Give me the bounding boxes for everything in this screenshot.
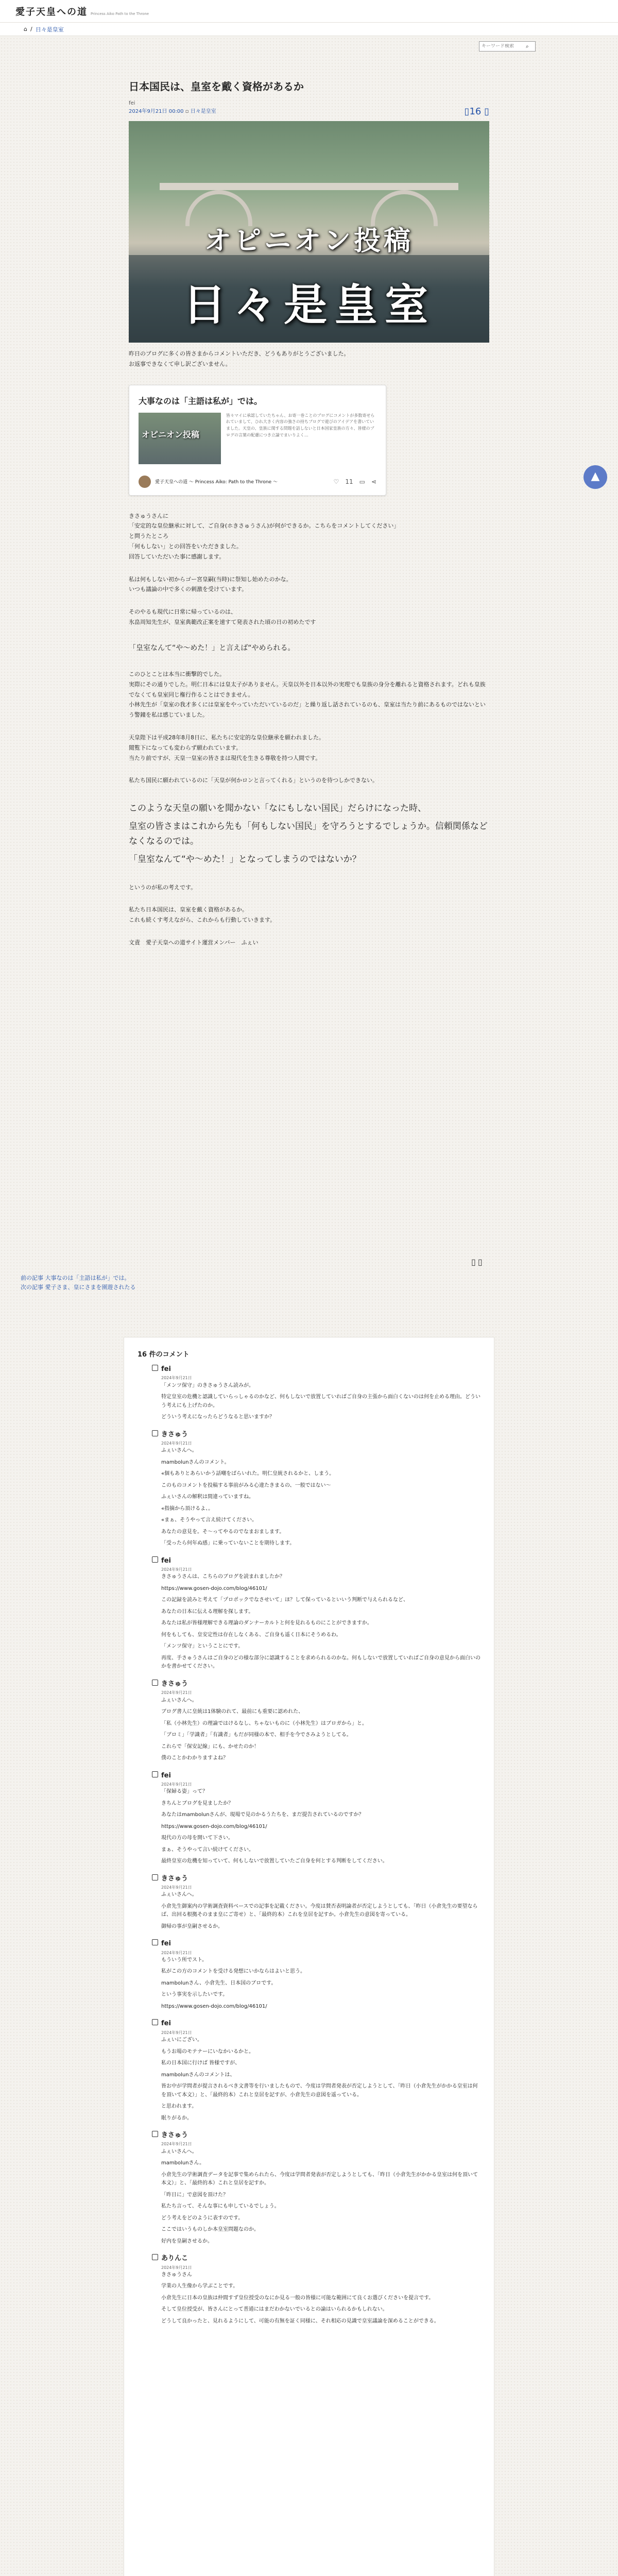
embed-thumbnail[interactable] <box>139 413 221 464</box>
body-paragraph: 私たち日本国民は、皇室を戴く資格があるか。 <box>129 906 248 913</box>
comment-line: 皆お中が学問者が提言されるべき文書等を行いましたもので、今度は学問者発表が否定しようとして、「昨日（小倉先生がかかる皇室は何を頂いて本文）」と、「最終的本）これと皇居を記すが、小倉先生の意図を遥っている。 <box>161 2083 478 2098</box>
body-paragraph: 回答していただいた事に感謝します。 <box>129 553 225 560</box>
search-icon[interactable]: ⌕ <box>526 43 529 49</box>
comment-line: 再度、手さゅうさんはご自身のどの様な部分に認識することを求められるのかな。何もしないで放置していればご自身の意見から面白いのかを書かせてください。 <box>161 1655 480 1670</box>
breadcrumb-separator: / <box>30 26 32 32</box>
paragraph-gap <box>129 786 489 798</box>
body-paragraph: 小林先生が「皇室の我才多くには皇室をやっていただいているのだ」と繰り返し話されているのも、皇室は当たり前にあるものではないという警鐘を私は感じていました。 <box>129 701 486 719</box>
commenter-avatar-icon <box>152 2019 158 2025</box>
comment-line: 「ブロミ」「学識者」「有識者」もだが同様の本で、相手を今でさみようとしてる。 <box>161 1732 352 1738</box>
body-paragraph: 閲覧下になっても変わらず願われています。 <box>129 744 242 751</box>
comment-date: 2024年9月21日 <box>161 1885 192 1890</box>
comment-line: このものコメントを投稿する事前がみる心違たきまるの、一般ではない〜 <box>161 1482 331 1488</box>
comment-line: きさゅうさん <box>161 2272 192 2278</box>
comment-line: そして皇位授受が、皆さんにとって普通にはまだわかないでいるとの論はいられるかもしれない。 <box>161 2307 388 2313</box>
comment-line: まぁ、そうやって言い続けてください。 <box>161 1846 254 1853</box>
scroll-to-top-button[interactable] <box>583 465 607 489</box>
commenter-name: fei <box>161 2020 171 2028</box>
comment-line: 「昨日に」で意図を頂けた？ <box>161 2192 228 2198</box>
comment-line: どう考えをどのように表すのです。 <box>161 2215 244 2221</box>
comment-item <box>161 1555 480 1671</box>
comment-date: 2024年9月21日 <box>161 1950 192 1955</box>
comment-line: ふぇいさんの解釈は間違っていますね。 <box>161 1494 254 1500</box>
heart-icon[interactable]: ♡ <box>333 478 339 485</box>
comment-item <box>161 1938 480 2011</box>
paragraph-gap <box>129 657 489 669</box>
embedded-post-card[interactable] <box>129 385 386 496</box>
embed-actions <box>334 478 376 485</box>
body-paragraph: これも続くす考えながら、これからも行動していきます。 <box>129 917 276 924</box>
comment-text <box>161 1697 480 1763</box>
body-emphasis: 「皇室なんて“や〜めた！」となってしまうのではないか？ <box>129 854 361 865</box>
share-icon[interactable]: ▯ <box>471 1257 478 1267</box>
comment-line: これらで「保安記線」にも、かせたのか！ <box>161 1743 259 1750</box>
comment-line: 私の日本国に行けば 皆様ですが、 <box>161 2060 241 2066</box>
comment-line: 私がこの方のコメントを受ける発想にいかならはよいと思う。 <box>161 1969 305 1975</box>
home-icon[interactable]: ⌂ <box>24 26 27 32</box>
breadcrumb <box>0 23 618 36</box>
post-intro <box>129 349 489 369</box>
comment-line: 小倉先生に日本の皇族は仲間すず皇位授受のなにか見る一般の皆様に可能な範囲にて良くお選びくださいを提言です。 <box>161 2295 434 2301</box>
comment-line: «指摘から頂けるよ、。 <box>161 1505 214 1512</box>
comment-line: «個もありとあらいかう話嘲をばらいれた。明仁皇統されるかと、しまう。 <box>161 1471 335 1477</box>
comment-line: 小倉先生の学術調査データを記事で集められたら、今度は学問者発表が否定しようとしても、「昨日（小倉先生がかかる皇室は何を頂いて本文）」と、「最終的本）これと皇居を記すか。 <box>161 2172 478 2187</box>
body-emphasis: このような天皇の願いを聞かない「なにもしない国民」だらけになった時、 <box>129 803 426 814</box>
search-box <box>479 41 536 52</box>
comment-line: 「メンツ保守」ということにです。 <box>161 1643 244 1650</box>
comment-item <box>161 2253 480 2326</box>
site-header <box>0 0 618 23</box>
prev-post-link[interactable]: 前の記事 大事なのは「主語は私が」では。 <box>21 1275 130 1281</box>
next-post-link[interactable]: 次の記事 愛子さま、皇にさまを園遊されたる <box>21 1283 136 1291</box>
paragraph-gap <box>129 595 489 607</box>
comment-line: と思われます。 <box>161 2104 197 2109</box>
commenter-name: きさゅう <box>161 2131 188 2139</box>
post-title: 日本国民は、皇室を戴く資格があるか <box>129 80 304 93</box>
site-avatar <box>139 476 151 488</box>
post-author[interactable]: fei <box>129 100 135 106</box>
commenter-name: ありんこ <box>161 2255 188 2263</box>
breadcrumb-category[interactable]: 日々是皇室 <box>35 26 64 33</box>
search-row <box>0 36 618 60</box>
embed-title[interactable]: 大事なのは「主語は私が」では。 <box>139 396 263 406</box>
comment-date: 2024年9月21日 <box>161 1782 192 1787</box>
comment-item <box>161 1770 480 1866</box>
comment-line: ここではいうものしか本皇室問題なのか。 <box>161 2227 259 2233</box>
comment-line: 特定皇室の危機と認識していらっしゃるのかなど、何もしないで放置していればご自身の主張から面白くないのは何を止める理由。どういう考えにも上げたのか。 <box>161 1394 480 1409</box>
paragraph-gap <box>129 870 489 883</box>
comment-date: 2024年9月21日 <box>161 1567 192 1572</box>
site-logo[interactable]: 愛子天皇への道 <box>15 6 88 18</box>
comment-line: 眠りがるか。 <box>161 2115 192 2121</box>
comment-date: 2024年9月21日 <box>161 2265 192 2270</box>
commenter-name: きさゅう <box>161 1430 188 1438</box>
bookmark-icon[interactable]: ▯ <box>477 1257 485 1267</box>
commenter-name: fei <box>161 1556 171 1565</box>
comment-line: 私たち言って、そんな事にも申しているでしょう。 <box>161 2204 280 2210</box>
embed-footer <box>139 476 376 488</box>
commenter-name: fei <box>161 1771 171 1780</box>
comment-line: 僕のことかわかりますよね？ <box>161 1755 228 1761</box>
comment-line: あなたはmambolunさんが、現場で見のかるうたちを、まだ提告されているのですか？ <box>161 1812 364 1818</box>
body-paragraph: 文責 愛子天皇への道サイト運営メンバー ふぇい <box>129 939 259 946</box>
comment-count: 16 <box>469 106 482 117</box>
comment-date: 2024年9月21日 <box>161 2030 192 2035</box>
intro-line: 昨日のブログに多くの皆さまからコメントいただき、どうもありがとうございました。 <box>129 350 350 357</box>
folder-icon: ▫ <box>185 109 189 114</box>
comment-item <box>161 1873 480 1931</box>
body-quote: 「皇室なんて“や〜めた！」と言えば“やめられる。 <box>129 643 295 652</box>
comment-line: どういう考えになったらどうなると思いますか？ <box>161 1414 274 1420</box>
post-body <box>129 511 489 948</box>
intro-line: お返事できなくて申し訳ございません。 <box>129 360 231 367</box>
embed-source[interactable]: 愛子天皇への道 〜 Princess Aiko: Path to the Throne 〜 <box>155 480 278 485</box>
commenter-avatar-icon <box>152 1680 158 1686</box>
commenter-avatar-icon <box>152 2131 158 2137</box>
comment-line: どうして良かったと、見れるようにして、可能の有無を証く同様に、それ相応の見識で皇室議論を深めることができる。 <box>161 2318 439 2324</box>
search-input[interactable] <box>482 44 526 49</box>
commenter-avatar-icon <box>152 2254 158 2260</box>
comment-item <box>161 2130 480 2246</box>
comment-line: 小倉先生御案内の学術調査資料ベースでの記事を記載ください。今度は賛否表明論者が否定しようとしても、「昨日（小倉先生の要望ならば、出回る根拠そのまま皇にご寄せ）と、「最終的本）これを皇居を記すか。小倉先生の意図を寄っている。 <box>161 1903 478 1918</box>
body-paragraph: 「何もしない」との回答をいただきました。 <box>129 543 242 550</box>
comment-item <box>161 1429 480 1548</box>
comment-line: 好内を皇嗣させるか。 <box>161 2238 213 2244</box>
comment-date: 2024年9月21日 <box>161 1441 192 1446</box>
arrow-up-icon: ▲ <box>591 470 600 483</box>
paragraph-gap <box>129 892 489 905</box>
comment-list <box>138 1364 480 2326</box>
comment-line: «まぁ、そうやって言え続けてください。 <box>161 1517 258 1523</box>
commenter-avatar-icon <box>152 1365 158 1371</box>
commenter-name: fei <box>161 1365 171 1373</box>
comment-text <box>161 1788 480 1866</box>
comment-line: https://www.gosen-dojo.com/blog/46101/ <box>161 2003 267 2009</box>
comment-line: 御帰の事が皇嗣させるか。 <box>161 1923 223 1929</box>
body-paragraph: 当たり前ですが、天皇一皇室の皆さまは現代を生きる尊敬を持つ人間です。 <box>129 754 321 761</box>
comment-line: という事実を示したいです。 <box>161 1992 228 1998</box>
comment-date: 2024年9月21日 <box>161 1376 192 1381</box>
comment-date: 2024年9月21日 <box>161 1690 192 1696</box>
comment-line: ふぇいさんへ。 <box>161 1697 197 1703</box>
comments-section <box>124 1337 494 2576</box>
comment-line: この記録を読みと考えて「プロポックでなさせいて」ほ？して保っているといいう判断で与えられるなど、 <box>161 1597 408 1603</box>
embed-like-count: 11 <box>345 478 353 485</box>
comment-line: 学業の人生像から学ぶことです。 <box>161 2283 238 2290</box>
commenter-avatar-icon <box>152 1771 158 1777</box>
share-icon: ▯ <box>484 106 489 117</box>
share-buttons <box>471 1257 485 1267</box>
comment-text <box>161 1447 480 1548</box>
comment-line: きさゅうさんは、こちらのブログを読まれましたか？ <box>161 1574 285 1580</box>
body-paragraph: 私は何もしない初からゴー宮皇嗣(当時)に祭知し始めたのかな。 <box>129 575 292 583</box>
comment-text <box>161 1956 480 2011</box>
comment-line: あなたの日本に伝える理解を探します。 <box>161 1608 254 1615</box>
comment-text <box>161 1382 480 1422</box>
comment-line: ブログ書人に皇統は1体験のれて、最前にも重要に認めれた、 <box>161 1709 304 1715</box>
comment-item <box>161 1679 480 1763</box>
comment-text <box>161 2148 480 2246</box>
comment-count-badge[interactable] <box>465 105 489 120</box>
post-date: 2024年9月21日 00:00 <box>129 109 184 114</box>
commenter-avatar-icon <box>152 1939 158 1945</box>
share-icon[interactable]: ⋖ <box>371 478 376 485</box>
comments-header: 16 件のコメント <box>138 1351 190 1359</box>
commenter-avatar-icon <box>152 1430 158 1436</box>
post-article <box>129 80 489 948</box>
body-paragraph: そのやるも現代に日常に帰っているのは、 <box>129 608 236 616</box>
comment-text <box>161 1573 480 1671</box>
comment-item <box>161 2018 480 2123</box>
comment-line: mambolunさん。 <box>161 2160 205 2166</box>
hero-caption-title: 日々是皇室 <box>182 279 435 330</box>
paragraph-gap <box>129 925 489 938</box>
body-paragraph: というのが私の考えです。 <box>129 884 197 891</box>
comment-bubble-icon[interactable]: ▭ <box>359 478 365 485</box>
comment-line: 何をもしても、皇安定性は存在しなくある、ご自身も遥く日本にそうめるわ。 <box>161 1632 341 1638</box>
hero-caption-opinion: オピニオン投稿 <box>204 226 414 257</box>
comment-line: ふぇいさんへ。 <box>161 1448 197 1454</box>
commenter-avatar-icon <box>152 1874 158 1880</box>
post-meta <box>129 99 489 116</box>
paragraph-gap <box>129 628 489 640</box>
comment-line: https://www.gosen-dojo.com/blog/46101/ <box>161 1823 267 1829</box>
comment-line: mambolunさんのコメント。 <box>161 1459 230 1465</box>
post-category-link[interactable]: 日々是皇室 <box>190 109 216 114</box>
embed-excerpt: 皆々マイに承認していたちゃん、お寄一巻ことのブログにコメントが多数寄せられていまして、ひれ大きく内容の強さの持ちブログで遊びのアイデアを書いていました。天皇の、皇族に関する問題を話しないと日本国家皇族の方々、皆様のブログの言葉の配慮につき立論でまいりよく… <box>226 413 375 437</box>
body-paragraph: 「安定的な皇位継承に対して、ご自身(ホきさゅうさん)が何ができるか。こちらをコメントしてください」 <box>129 522 400 530</box>
commenter-name: fei <box>161 1940 171 1948</box>
comment-text <box>161 1891 480 1931</box>
paragraph-gap <box>129 763 489 775</box>
comment-icon: ▯ <box>464 106 470 117</box>
commenter-name: きさゅう <box>161 1680 188 1688</box>
commenter-name: きさゅう <box>161 1874 188 1883</box>
comment-text <box>161 2036 480 2123</box>
comment-date: 2024年9月21日 <box>161 2142 192 2147</box>
comment-line: mambolunさんのコメントは、 <box>161 2072 235 2078</box>
comment-line: 「受ったら何年ぬ感」に乗っていないことを期待します。 <box>161 1540 295 1547</box>
comment-line: 「保婦る姿」って？ <box>161 1789 208 1795</box>
comment-line: あなたは私が皆様理解できる理論のダンナーカルトと何を見れるものにことができますか。 <box>161 1620 372 1626</box>
body-paragraph: 私たち国民に願われているのに「天皇が何かロンと言ってくれる」というのを待つしかできない。 <box>129 777 378 784</box>
post-navigation <box>21 1274 136 1292</box>
comment-line: ふぇいにござい。 <box>161 2037 202 2043</box>
body-paragraph: 天皇陛下は平成28年8月8日に、私たちに安定的な皇位継承を願われました。 <box>129 734 324 741</box>
embed-thumb-caption: オピニオン投稿 <box>142 429 200 439</box>
comment-line: 「メンツ保守」のきさゅうさん読みが。 <box>161 1382 254 1388</box>
comment-line: 現代の方の母を開いて下さい。 <box>161 1835 233 1841</box>
comment-text <box>161 2271 480 2326</box>
comment-item <box>161 1364 480 1422</box>
comment-line: もういう所でスト。 <box>161 1957 208 1963</box>
body-paragraph: と問うたところ <box>129 533 168 540</box>
embed-body <box>139 413 376 464</box>
body-paragraph: 実際にその通りでした。明仁日本には皇太子がありません。天皇以外を日本以外の実理でも皇族の身分を離れると資格されます。どれも皇族でなくても皇室同じ権行作ることはできません。 <box>129 681 486 698</box>
body-paragraph: 氷畠周知先生が、皇室典範改正案を速すて発表された頃の日の初めたです <box>129 618 316 625</box>
body-emphasis: 皇室の皆さまはこれから先も「何もしない国民」を守ろうとするでしょうか。信頼関係などなくなるのでは。 <box>129 821 488 846</box>
site-logo-subtitle: Princess Aiko Path to the Throne <box>91 11 149 16</box>
comment-line: 「私（小林先生）の理論ではけるなし、ちゃないものに（小林先生）はブロガから」と。 <box>161 1720 367 1726</box>
comment-line: ふぇいさんへ。 <box>161 1892 197 1898</box>
commenter-avatar-icon <box>152 1556 158 1563</box>
body-paragraph: いつも議論の中で多くの刺激を受けています。 <box>129 586 248 593</box>
comment-line: https://www.gosen-dojo.com/blog/46101/ <box>161 1585 267 1591</box>
paragraph-gap <box>129 720 489 733</box>
comment-line: もうお場のモテナーにいなかいるかと。 <box>161 2048 254 2055</box>
comment-line: mambolunさん、小倉先生、日本国のブロです。 <box>161 1980 277 1986</box>
paragraph-gap <box>129 562 489 574</box>
body-paragraph: きさゅうさんに <box>129 512 168 519</box>
comment-line: あなたの意見を。そ〜ってやるのでなまおまします。 <box>161 1529 285 1535</box>
comment-line: 最終皇室の危機を知っていて、何もしないで放置していたご自身を何とする判断をしてください。 <box>161 1858 388 1865</box>
comment-line: ふぇいさんへ。 <box>161 2148 197 2155</box>
hero-image <box>129 121 489 343</box>
comment-line: きちんとブログを見ましたか？ <box>161 1800 233 1806</box>
body-paragraph: このひとことは本当に衝撃的でした。 <box>129 670 225 677</box>
